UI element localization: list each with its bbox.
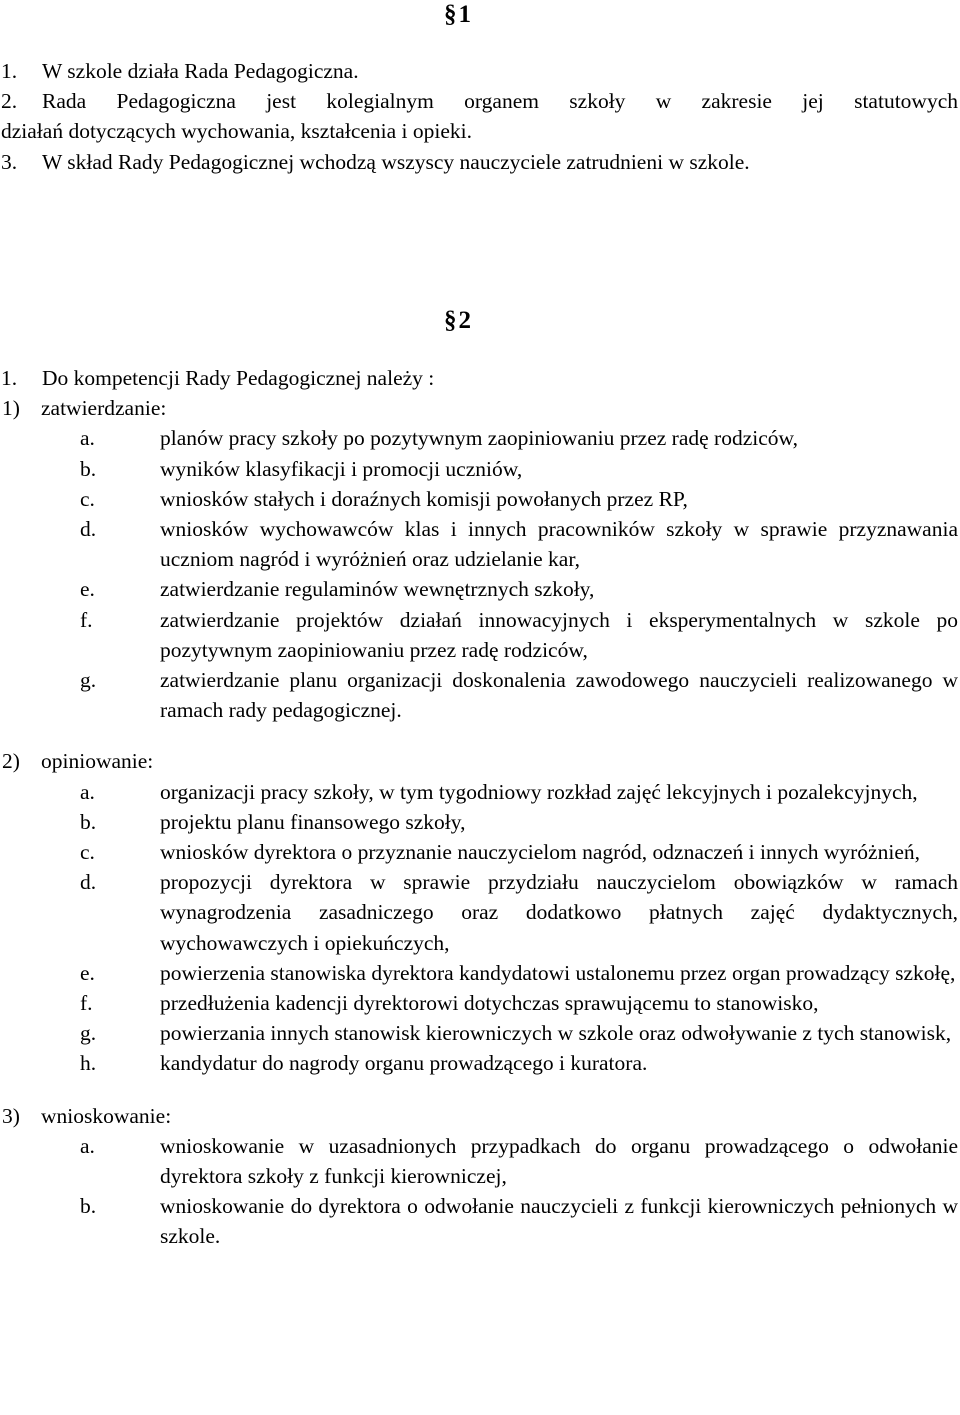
point-number: 2.	[1, 89, 18, 114]
point-3	[0, 147, 958, 177]
item-letter: a.	[80, 1133, 95, 1158]
point-2	[0, 86, 958, 116]
section-symbol: §	[444, 307, 457, 334]
item-text: wniosków dyrektora o przyznanie nauczycielom nagród, odznaczeń i innych wyróżnień,	[160, 840, 920, 865]
list-item	[0, 1131, 958, 1191]
item-letter: g.	[80, 1021, 97, 1046]
item-text: wniosków wychowawców klas i innych pracowników szkoły w sprawie przyznawania uczniom nagród i wyróżnień oraz udzielanie kar,	[160, 517, 958, 572]
item-text: przedłużenia kadencji dyrektorowi dotychczas sprawującemu to stanowisko,	[160, 991, 819, 1016]
point-number: 1.	[1, 366, 18, 390]
list-item	[0, 837, 958, 867]
item-letter: b.	[80, 809, 97, 834]
section-number: 2	[458, 307, 471, 334]
item-text: wnioskowanie do dyrektora o odwołanie nauczycieli z funkcji kierowniczych pełnionych w szkole.	[160, 1194, 958, 1249]
list-item	[0, 665, 958, 725]
spacer	[0, 1079, 958, 1101]
list-item	[0, 484, 958, 514]
item-letter: d.	[80, 517, 97, 542]
point-1	[0, 56, 958, 86]
group-zatwierdzanie	[0, 393, 958, 423]
point-text: Rada Pedagogiczna jest kolegialnym organem szkoły w zakresie jej statutowych	[42, 89, 958, 114]
item-text: propozycji dyrektora w sprawie przydziału nauczycielom obowiązków w ramach wynagrodzenia zasadniczego oraz dodatkowo płatnych zajęć dydaktycznych, wychowawczych i opiekuńczych,	[160, 870, 958, 955]
list-item	[0, 423, 958, 453]
section-symbol: §	[444, 1, 457, 28]
item-letter: g.	[80, 668, 97, 693]
item-letter: b.	[80, 1194, 97, 1219]
item-text: planów pracy szkoły po pozytywnym zaopiniowaniu przez radę rodziców,	[160, 426, 799, 451]
point-2-continuation	[0, 116, 958, 146]
point-number: 3.	[1, 149, 18, 174]
list-item	[0, 807, 958, 837]
item-text: organizacji pracy szkoły, w tym tygodniowy rozkład zajęć lekcyjnych i pozalekcyjnych,	[160, 779, 918, 804]
point-text: Do kompetencji Rady Pedagogicznej należy :	[42, 366, 435, 390]
section-2-content	[0, 363, 958, 1252]
list-item	[0, 777, 958, 807]
list-item	[0, 605, 958, 665]
item-letter: d.	[80, 870, 97, 895]
item-letter: c.	[80, 486, 95, 511]
group-title: wnioskowanie:	[41, 1103, 172, 1128]
list-item	[0, 1191, 958, 1251]
item-letter: f.	[80, 607, 93, 632]
point-text: W skład Rady Pedagogicznej wchodzą wszyscy nauczyciele zatrudnieni w szkole.	[42, 149, 750, 174]
point-number: 1.	[1, 59, 18, 83]
group-wnioskowanie	[0, 1101, 958, 1131]
item-text: wnioskowanie w uzasadnionych przypadkach do organu prowadzącego o odwołanie dyrektora szkoły z funkcji kierowniczej,	[160, 1133, 958, 1189]
list-item	[0, 867, 958, 958]
item-text: zatwierdzanie regulaminów wewnętrznych szkoły,	[160, 577, 595, 602]
list-item	[0, 1018, 958, 1048]
list-item	[0, 514, 958, 574]
list-item	[0, 454, 958, 484]
item-letter: e.	[80, 960, 95, 985]
spacer	[0, 725, 958, 746]
section-heading-1	[444, 0, 471, 30]
item-letter: b.	[80, 456, 97, 481]
item-text: zatwierdzanie projektów działań innowacyjnych i eksperymentalnych w szkole po pozytywnym zaopiniowaniu przez radę rodziców,	[160, 607, 958, 662]
item-letter: f.	[80, 991, 93, 1016]
list-item	[0, 574, 958, 604]
item-text: wyników klasyfikacji i promocji uczniów,	[160, 456, 523, 481]
item-letter: h.	[80, 1051, 97, 1076]
item-text: powierzenia stanowiska dyrektora kandydatowi ustalonemu przez organ prowadzący szkołę,	[160, 960, 956, 985]
list-item	[0, 1048, 958, 1078]
group-opiniowanie	[0, 746, 958, 776]
section-heading-2	[444, 306, 471, 336]
item-letter: a.	[80, 779, 95, 804]
point-text: W szkole działa Rada Pedagogiczna.	[42, 59, 359, 83]
item-text: kandydatur do nagrody organu prowadzącego i kuratora.	[160, 1051, 648, 1076]
list-item	[0, 988, 958, 1018]
list-item	[0, 958, 958, 988]
item-letter: c.	[80, 840, 95, 865]
point-text-continuation: działań dotyczących wychowania, kształcenia i opieki.	[1, 119, 473, 144]
section-number: 1	[458, 1, 471, 28]
group-title: zatwierdzanie:	[41, 396, 167, 421]
item-text: zatwierdzanie planu organizacji doskonalenia zawodowego nauczycieli realizowanego w ramach rady pedagogicznej.	[160, 668, 958, 723]
item-text: wniosków stałych i doraźnych komisji powołanych przez RP,	[160, 486, 688, 511]
item-letter: e.	[80, 577, 95, 602]
item-text: projektu planu finansowego szkoły,	[160, 809, 466, 834]
competence-intro	[0, 363, 958, 393]
section-1-points	[0, 56, 958, 177]
group-title: opiniowanie:	[41, 749, 154, 774]
item-text: powierzania innych stanowisk kierowniczych w szkole oraz odwoływanie z tych stanowisk,	[160, 1021, 952, 1046]
group-number: 1)	[2, 396, 20, 421]
item-letter: a.	[80, 426, 95, 451]
group-number: 2)	[2, 749, 20, 774]
group-number: 3)	[2, 1103, 20, 1128]
